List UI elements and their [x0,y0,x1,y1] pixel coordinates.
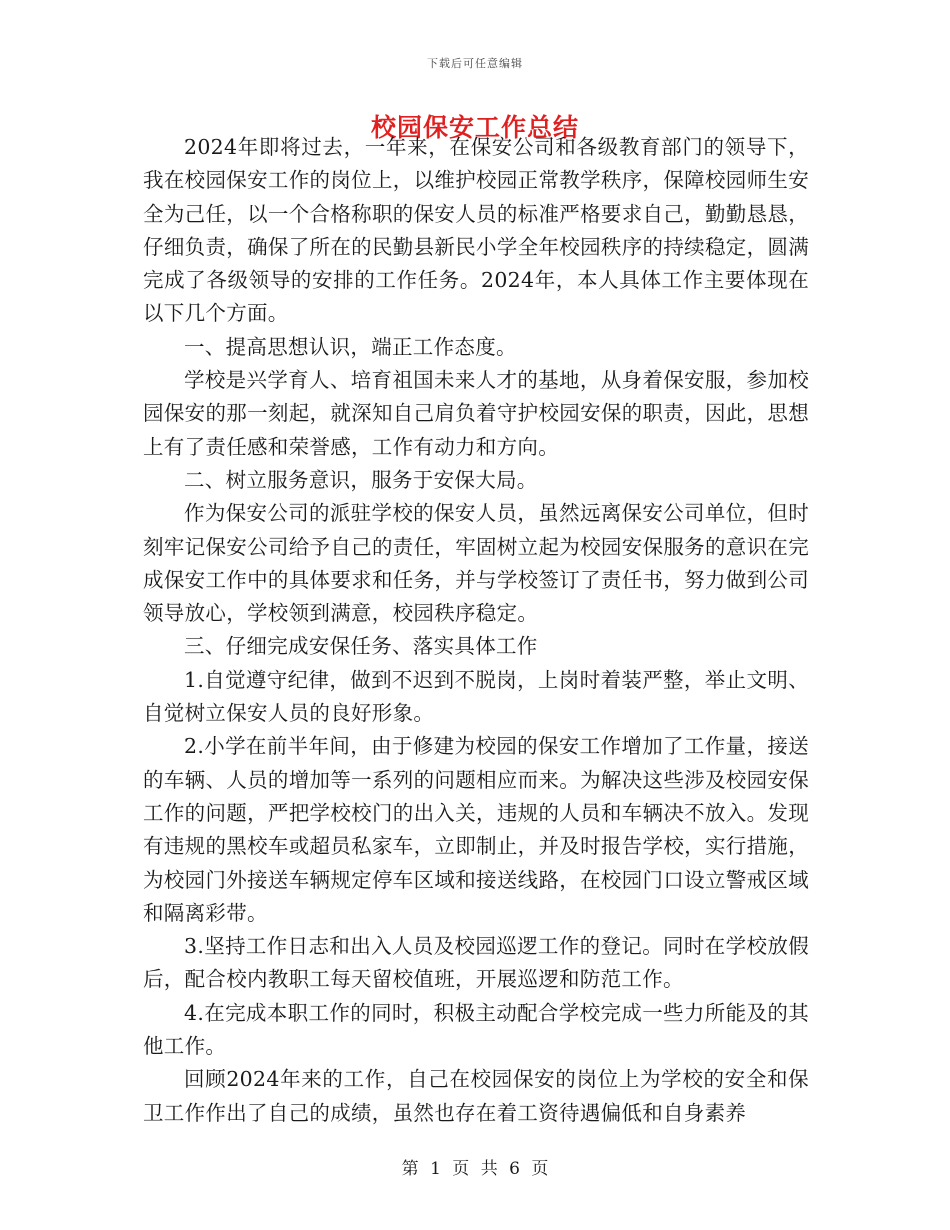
paragraph-section-2: 作为保安公司的派驻学校的保安人员，虽然远离保安公司单位，但时刻牢记保安公司给予自己的责任，牢固树立起为校园安保服务的意识在完成保安工作中的具体要求和任务，并与学校签订了责任书，努力做到公司领导放心，学校领到满意，校园秩序稳定。 [143,501,809,626]
section-heading-3: 三、仔细完成安保任务、落实具体工作 [184,634,538,659]
section-heading-1: 一、提高思想认识，端正工作态度。 [184,334,517,359]
list-item-4: 4.在完成本职工作的同时，积极主动配合学校完成一些力所能及的其他工作。 [143,1000,809,1059]
page-header-note: 下载后可任意编辑 [427,57,523,70]
list-item-3: 3.坚持工作日志和出入人员及校园巡逻工作的登记。同时在学校放假后，配合校内教职工每天留校值班，开展巡逻和防范工作。 [143,934,809,992]
list-item-1: 1.自觉遵守纪律，做到不迟到不脱岗，上岗时着装严整，举止文明、自觉树立保安人员的良好形象。 [143,667,809,726]
paragraph-review: 回顾2024年来的工作，自己在校园保安的岗位上为学校的安全和保卫工作作出了自己的成绩，虽然也存在着工资待遇偏低和自身素养 [143,1067,809,1125]
paragraph-section-1: 学校是兴学育人、培育祖国未来人才的基地，从身着保安服，参加校园保安的那一刻起，就深知自己肩负着守护校园安保的职责，因此，思想上有了责任感和荣誉感，工作有动力和方向。 [143,368,809,459]
document-title: 校园保安工作总结 [370,113,579,142]
paragraph-intro: 2024年即将过去，一年来，在保安公司和各级教育部门的领导下，我在校园保安工作的岗位上，以维护校园正常教学秩序，保障校园师生安全为己任，以一个合格称职的保安人员的标准严格要求自己，勤勤恳恳，仔细负责，确保了所在的民勤县新民小学全年校园秩序的持续稳定，圆满完成了各级领导的安排的工作任务。2024年，本人具体工作主要体现在以下几个方面。 [143,135,809,326]
page-footer-number: 第 1 页 共 6 页 [401,1159,549,1179]
document-body [143,131,809,1130]
list-item-2: 2.小学在前半年间，由于修建为校园的保安工作增加了工作量，接送的车辆、人员的增加等一系列的问题相应而来。为解决这些涉及校园安保工作的问题，严把学校校门的出入关，违规的人员和车辆决不放入。发现有违规的黑校车或超员私家车，立即制止，并及时报告学校，实行措施，为校园门外接送车辆规定停车区域和接送线路，在校园门口设立警戒区域和隔离彩带。 [143,734,809,925]
section-heading-2: 二、树立服务意识，服务于安保大局。 [184,467,538,492]
